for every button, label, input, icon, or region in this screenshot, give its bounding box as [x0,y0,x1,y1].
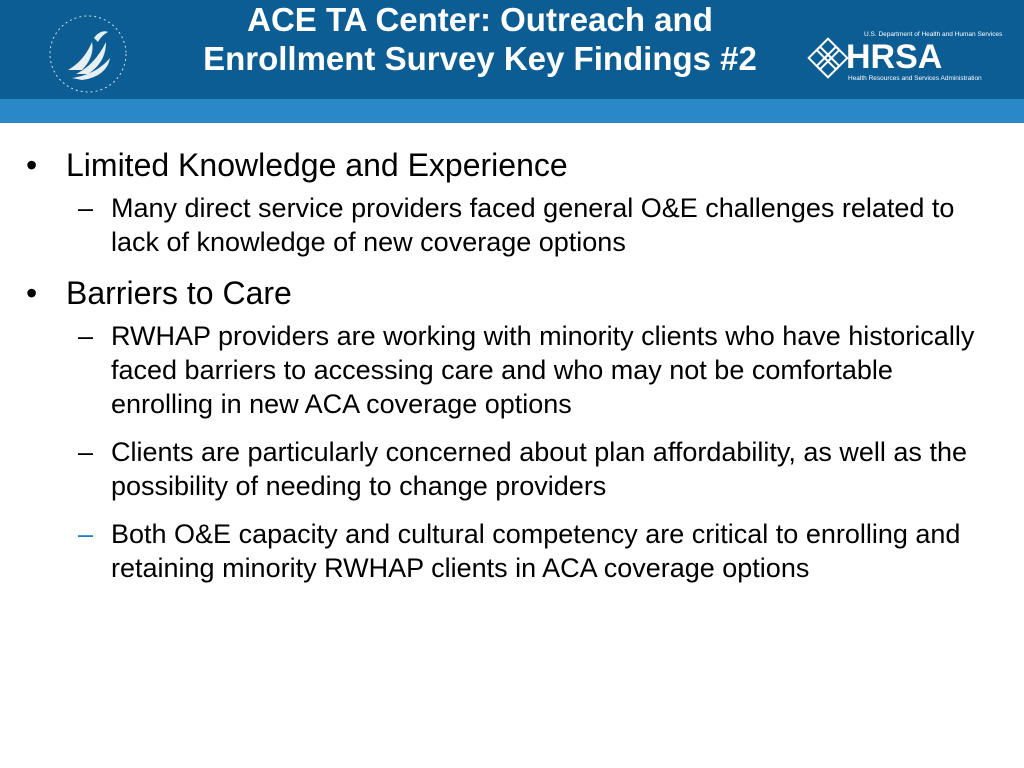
hrsa-dept-text: U.S. Department of Health and Human Services [864,31,1003,38]
bullet-item [26,273,1001,313]
sub-bullet-item [78,319,1001,421]
bullet-text: Barriers to Care [66,275,292,311]
slide-title [140,0,820,78]
header-band [0,99,1024,123]
sub-bullet-item [78,435,1001,503]
sub-bullet-text: Both O&E capacity and cultural competency are critical to enrolling and retaining minority RWHAP clients in ACA coverage options [111,519,961,583]
title-line-1: ACE TA Center: Outreach and [247,1,713,38]
bullet-mark: • [26,147,38,183]
bullet-item [26,145,1001,185]
sub-bullet-item [78,517,1001,585]
dash-mark: – [78,321,94,351]
sub-bullet-text: Clients are particularly concerned about plan affordability, as well as the possibility of needing to change providers [111,437,967,501]
sub-bullet-item [78,191,1001,259]
dash-mark: – [78,519,94,549]
sub-bullet-text: RWHAP providers are working with minority clients who have historically faced barriers to accessing care and who may not be comfortable enrolling in new ACA coverage options [111,321,975,419]
bullet-mark: • [26,275,38,311]
hrsa-tagline: Health Resources and Services Administration [848,75,982,82]
bullet-text: Limited Knowledge and Experience [66,147,568,183]
hrsa-logo [806,28,1003,86]
hhs-eagle-icon [46,12,130,96]
hrsa-name: HRSA [846,38,943,76]
title-line-2: Enrollment Survey Key Findings #2 [203,40,757,77]
dash-mark: – [78,193,94,223]
hrsa-emblem-icon [809,39,848,78]
dash-mark: – [78,437,94,467]
slide-body [26,145,1001,599]
sub-bullet-text: Many direct service providers faced general O&E challenges related to lack of knowledge of new coverage options [111,193,955,257]
